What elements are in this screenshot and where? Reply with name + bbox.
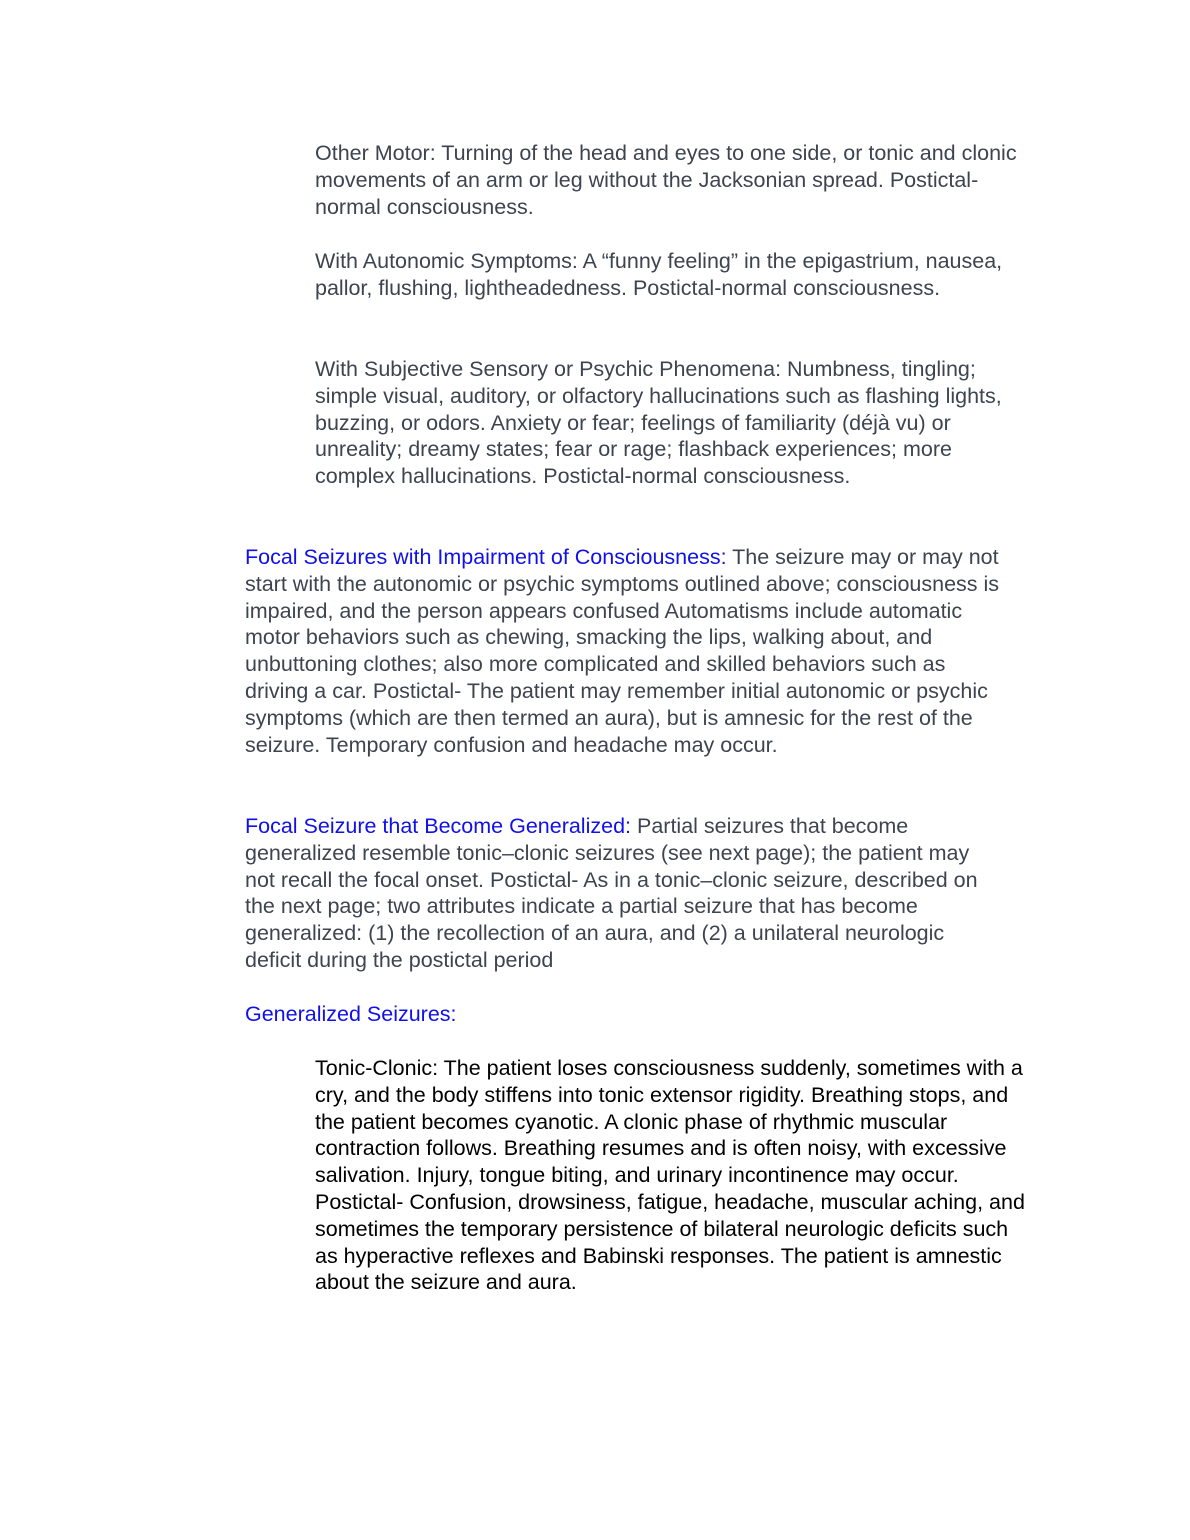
generalized-seizures-heading: Generalized Seizures: xyxy=(245,1002,457,1026)
focal-generalized-heading: Focal Seizure that Become Generalized: xyxy=(245,814,632,838)
other-motor-paragraph: Other Motor: Turning of the head and eyes to one side, or tonic and clonic movements of an arm or leg without the Jacksonian spread. Postictal-normal consciousness. xyxy=(315,141,1017,219)
focal-generalized-body: Partial seizures that become generalized resemble tonic–clonic seizures (see next page); the patient may not recall the focal onset. Postictal- As in a tonic–clonic seizure, described on the next page; two attributes indicate a partial seizure that has become generalized: (1) the recollection of an aura, and (2) a unilateral neurologic deficit during the postictal period xyxy=(245,814,978,972)
focal-impaired-paragraph xyxy=(245,544,1005,758)
focal-impaired-heading: Focal Seizures with Impairment of Consciousness: xyxy=(245,545,727,569)
focal-impaired-body: The seizure may or may not start with the autonomic or psychic symptoms outlined above; consciousness is impaired, and the person appears confused Automatisms include automatic motor behaviors such as chewing, smacking the lips, walking about, and unbuttoning clothes; also more complicated and skilled behaviors such as driving a car. Postictal- The patient may remember initial autonomic or psychic symptoms (which are then termed an aura), but is amnesic for the rest of the seizure. Temporary confusion and headache may occur. xyxy=(245,545,1000,757)
focal-generalized-paragraph xyxy=(245,813,1005,974)
tonic-clonic-paragraph: Tonic-Clonic: The patient loses consciousness suddenly, sometimes with a cry, and the body stiffens into tonic extensor rigidity. Breathing stops, and the patient becomes cyanotic. A clonic phase of rhythmic muscular contraction follows. Breathing resumes and is often noisy, with excessive salivation. Injury, tongue biting, and urinary incontinence may occur. Postictal- Confusion, drowsiness, fatigue, headache, muscular aching, and sometimes the temporary persistence of bilateral neurologic deficits such as hyperactive reflexes and Babinski responses. The patient is amnestic about the seizure and aura. xyxy=(315,1056,1025,1295)
autonomic-symptoms-paragraph: With Autonomic Symptoms: A “funny feeling” in the epigastrium, nausea, pallor, flushing, lightheadedness. Postictal-normal consciousness. xyxy=(315,249,1003,300)
sensory-psychic-paragraph: With Subjective Sensory or Psychic Phenomena: Numbness, tingling; simple visual, auditory, or olfactory hallucinations such as flashing lights, buzzing, or odors. Anxiety or fear; feelings of familiarity (déjà vu) or unreality; dreamy states; fear or rage; flashback experiences; more complex hallucinations. Postictal-normal consciousness. xyxy=(315,357,1002,489)
